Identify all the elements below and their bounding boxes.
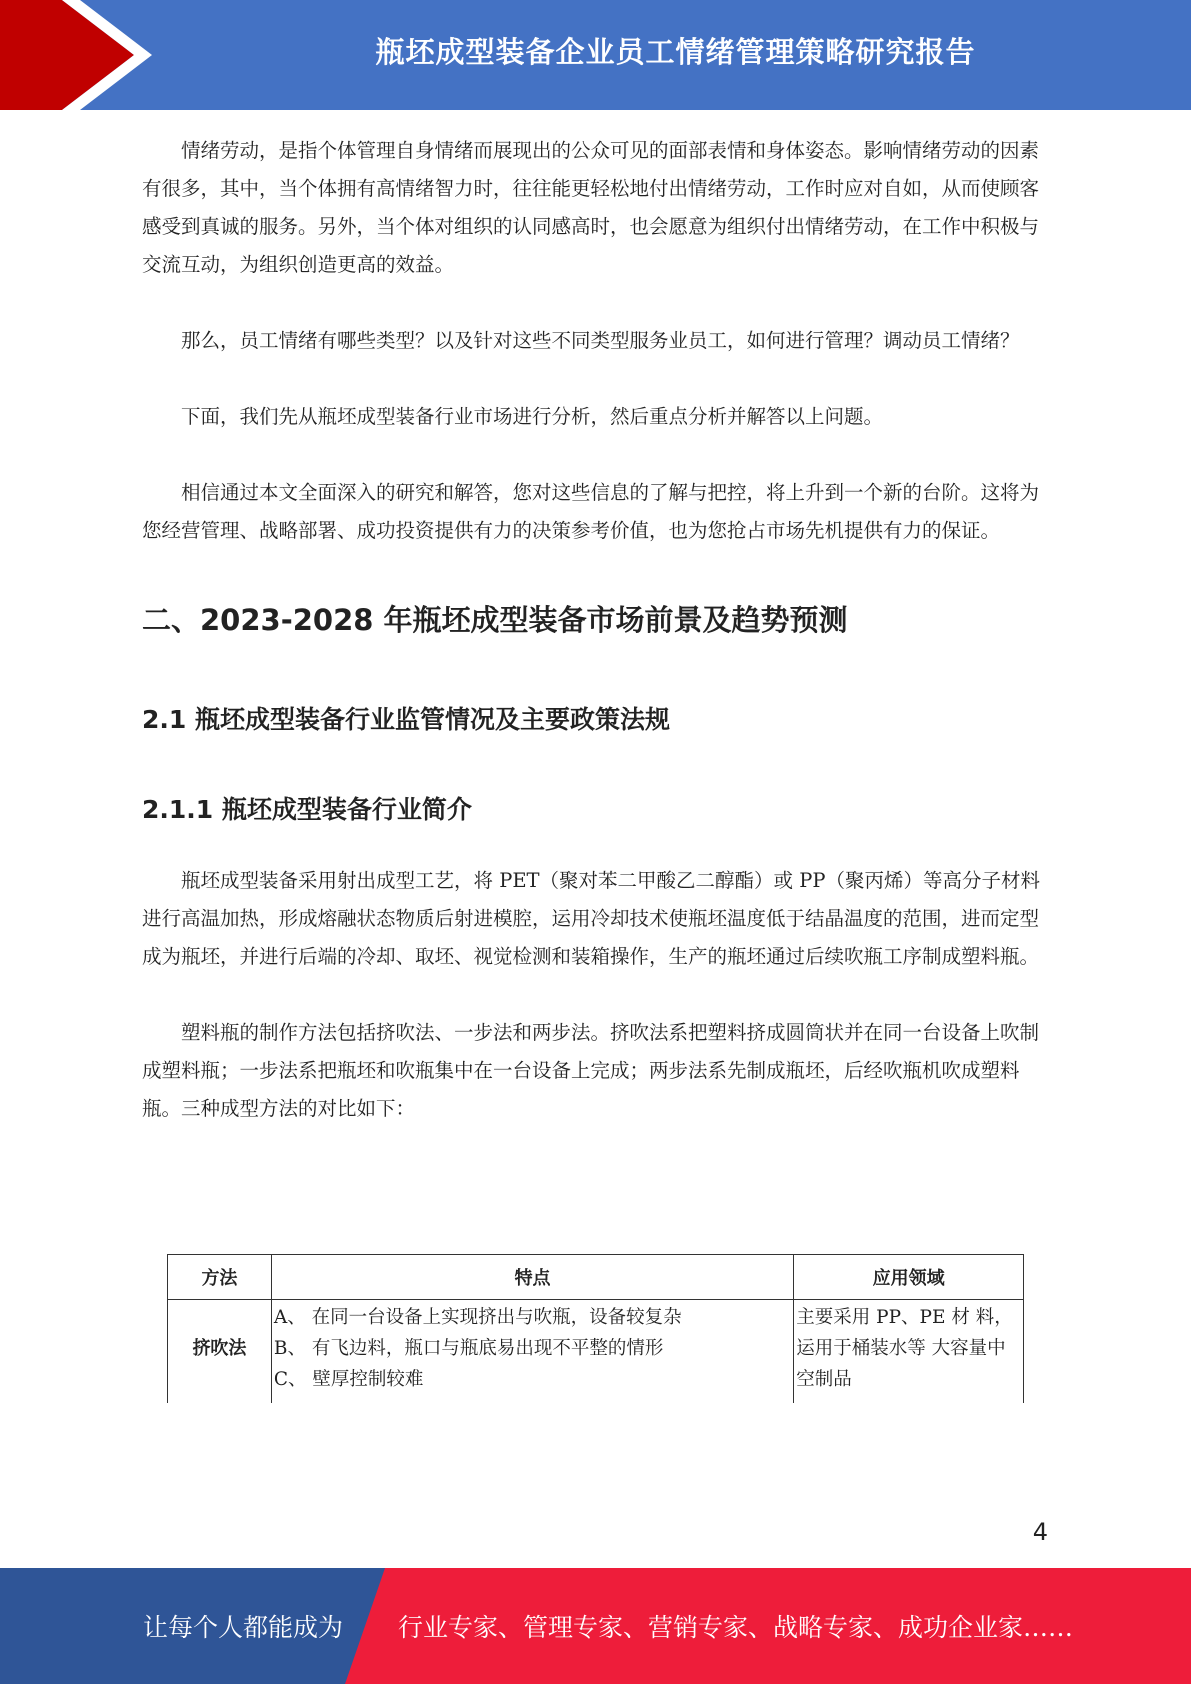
table-header-cell: 方法 [168,1255,272,1300]
header-title: 瓶坯成型装备企业员工情绪管理策略研究报告 [375,34,976,69]
footer-slogan-left: 让每个人都能成为 [143,1613,344,1642]
body-paragraph: 情绪劳动，是指个体管理自身情绪而展现出的公众可见的面部表情和身体姿态。影响情绪劳动的因素有很多，其中，当个体拥有高情绪智力时，往往能更轻松地付出情绪劳动，工作时应对自如，从而使顾客感受到真诚的服务。另外，当个体对组织的认同感高时，也会愿意为组织付出情绪劳动，在工作中积极与交流互动，为组织创造更高的效益。 [142,139,1040,276]
table-cell-features [271,1300,793,1404]
page-number: 4 [1032,1518,1048,1546]
body-paragraph: 那么，员工情绪有哪些类型？以及针对这些不同类型服务业员工，如何进行管理？调动员工情绪？ [181,329,1020,352]
table-cell-method: 挤吹法 [168,1300,272,1404]
body-paragraph: 瓶坯成型装备采用射出成型工艺，将 PET（聚对苯二甲酸乙二醇酯）或 PP（聚丙烯）等高分子材料进行高温加热，形成熔融状态物质后射进模腔，运用冷却技术使瓶坯温度低于结晶温度的范围，进而定型成为瓶坯，并进行后端的冷却、取坯、视觉检测和装箱操作，生产的瓶坯通过后续吹瓶工序制成塑料瓶。 [142,869,1041,968]
report-body [142,132,1047,1128]
page-footer [0,1568,1191,1684]
feature-line: A、 在同一台设备上实现挤出与吹瓶，设备较复杂 [273,1307,682,1328]
footer-slogan-right: 行业专家、管理专家、营销专家、战略专家、成功企业家…… [398,1613,1074,1642]
subsubsection-heading: 2.1.1 瓶坯成型装备行业简介 [142,795,472,824]
table-header-cell: 应用领域 [794,1255,1024,1300]
table-header-row [168,1255,1024,1300]
table-header-cell: 特点 [271,1255,793,1300]
table-row [168,1300,1024,1404]
body-paragraph: 下面，我们先从瓶坯成型装备行业市场进行分析，然后重点分析并解答以上问题。 [181,405,884,428]
section-heading: 二、2023-2028 年瓶坯成型装备市场前景及趋势预测 [142,603,848,637]
body-paragraph: 相信通过本文全面深入的研究和解答，您对这些信息的了解与把控，将上升到一个新的台阶。这将为您经营管理、战略部署、成功投资提供有力的决策参考价值，也为您抢占市场先机提供有力的保证。 [142,481,1040,542]
table-cell-application: 主要采用 PP、PE 材 料，运用于桶装水等 大容量中空制品 [794,1300,1024,1404]
subsection-heading: 2.1 瓶坯成型装备行业监管情况及主要政策法规 [142,705,670,734]
feature-line: C、 壁厚控制较难 [273,1369,424,1390]
feature-line: B、 有飞边料，瓶口与瓶底易出现不平整的情形 [273,1338,664,1359]
comparison-table [167,1254,1024,1403]
body-paragraph: 塑料瓶的制作方法包括挤吹法、一步法和两步法。挤吹法系把塑料挤成圆筒状并在同一台设备上吹制成塑料瓶；一步法系把瓶坯和吹瓶集中在一台设备上完成；两步法系先制成瓶坯，后经吹瓶机吹成塑料瓶。三种成型方法的对比如下： [142,1021,1040,1120]
page-header [0,0,1191,110]
